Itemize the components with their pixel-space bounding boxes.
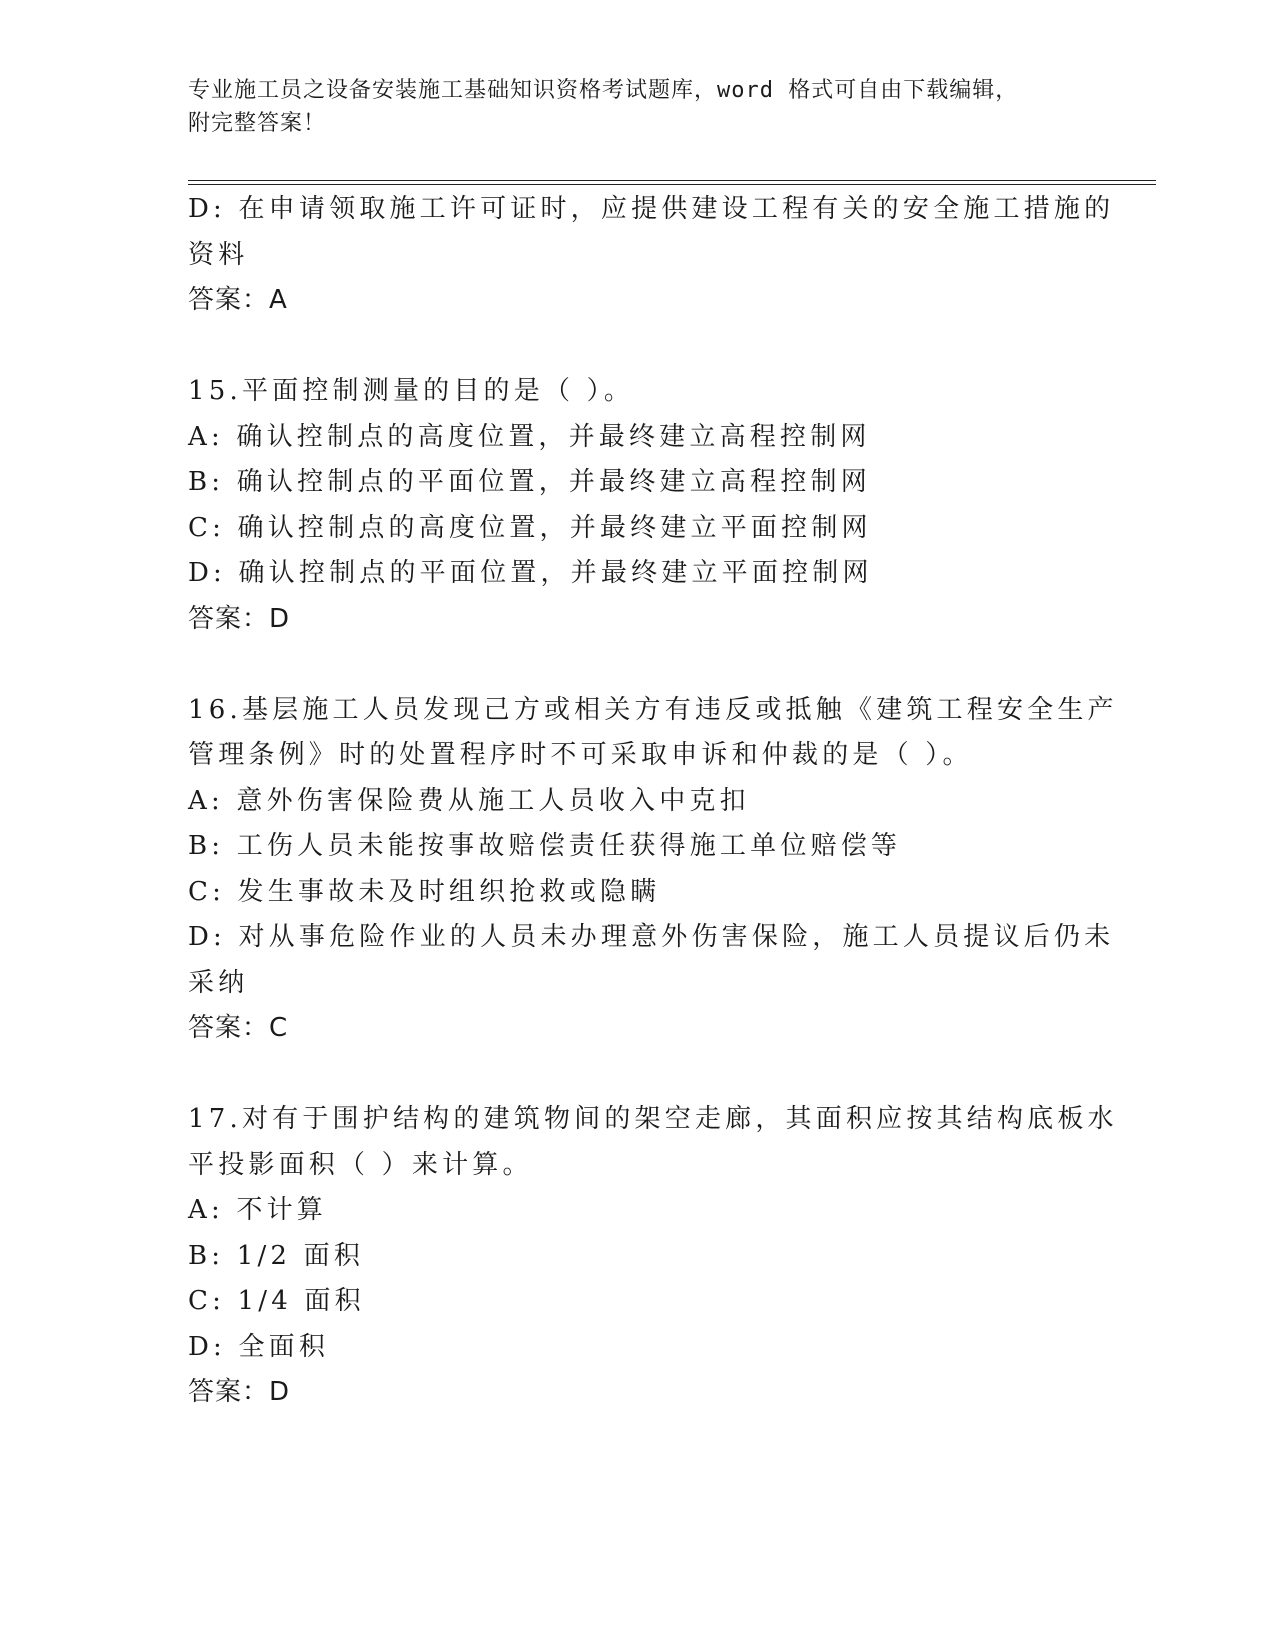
previous-question-tail (188, 187, 1115, 324)
option-a: A: 不计算 (188, 1195, 328, 1225)
question-16 (188, 688, 1118, 1052)
option-c: C: 发生事故未及时组织抢救或隐瞒 (188, 876, 661, 907)
option-c: C: 确认控制点的高度位置，并最终建立平面控制网 (188, 512, 872, 543)
option-d: D: 在申请领取施工许可证时，应提供建设工程有关的安全施工措施的 (188, 194, 1115, 224)
option-b: B: 确认控制点的平面位置，并最终建立高程控制网 (188, 467, 871, 497)
question-17 (188, 1097, 1118, 1416)
answer: 答案：A (188, 285, 288, 315)
option-d: D: 全面积 (188, 1331, 330, 1362)
option-d: D: 确认控制点的平面位置，并最终建立平面控制网 (188, 558, 873, 588)
option-b: B: 1/2 面积 (188, 1240, 365, 1271)
option-d-continued: 资料 (188, 239, 249, 270)
header-title-line-1: 专业施工员之设备安装施工基础知识资格考试题库，word 格式可自由下载编辑， (188, 78, 1019, 103)
question-stem-continued: 管理条例》时的处置程序时不可采取申诉和仲裁的是（ ）。 (188, 740, 973, 770)
spacer (188, 324, 1088, 370)
question-stem-continued: 平投影面积（ ）来计算。 (188, 1149, 533, 1180)
question-content (188, 187, 1118, 1416)
answer: 答案：D (188, 603, 291, 634)
option-a: A: 意外伤害保险费从施工人员收入中克扣 (188, 785, 750, 816)
answer: 答案：C (188, 1013, 289, 1043)
question-15 (188, 369, 1088, 642)
spacer (188, 642, 1088, 688)
document-header (188, 74, 1088, 140)
option-c: C: 1/4 面积 (188, 1286, 365, 1316)
question-stem: 16.基层施工人员发现己方或相关方有违反或抵触《建筑工程安全生产 (188, 694, 1118, 725)
question-stem: 17.对有于围护结构的建筑物间的架空走廊，其面积应按其结构底板水 (188, 1104, 1118, 1134)
option-a: A: 确认控制点的高度位置，并最终建立高程控制网 (188, 421, 871, 452)
spacer (188, 1052, 1088, 1098)
option-d: D: 对从事危险作业的人员未办理意外伤害保险，施工人员提议后仍未 (188, 922, 1115, 952)
option-d-continued: 采纳 (188, 967, 249, 998)
header-rule-top (188, 180, 1156, 181)
option-b: B: 工伤人员未能按事故赔偿责任获得施工单位赔偿等 (188, 831, 902, 861)
header-rule-bottom (188, 184, 1156, 185)
question-stem: 15.平面控制测量的目的是（ ）。 (188, 376, 635, 406)
header-title-line-2: 附完整答案！ (188, 111, 327, 136)
answer: 答案：D (188, 1377, 291, 1407)
